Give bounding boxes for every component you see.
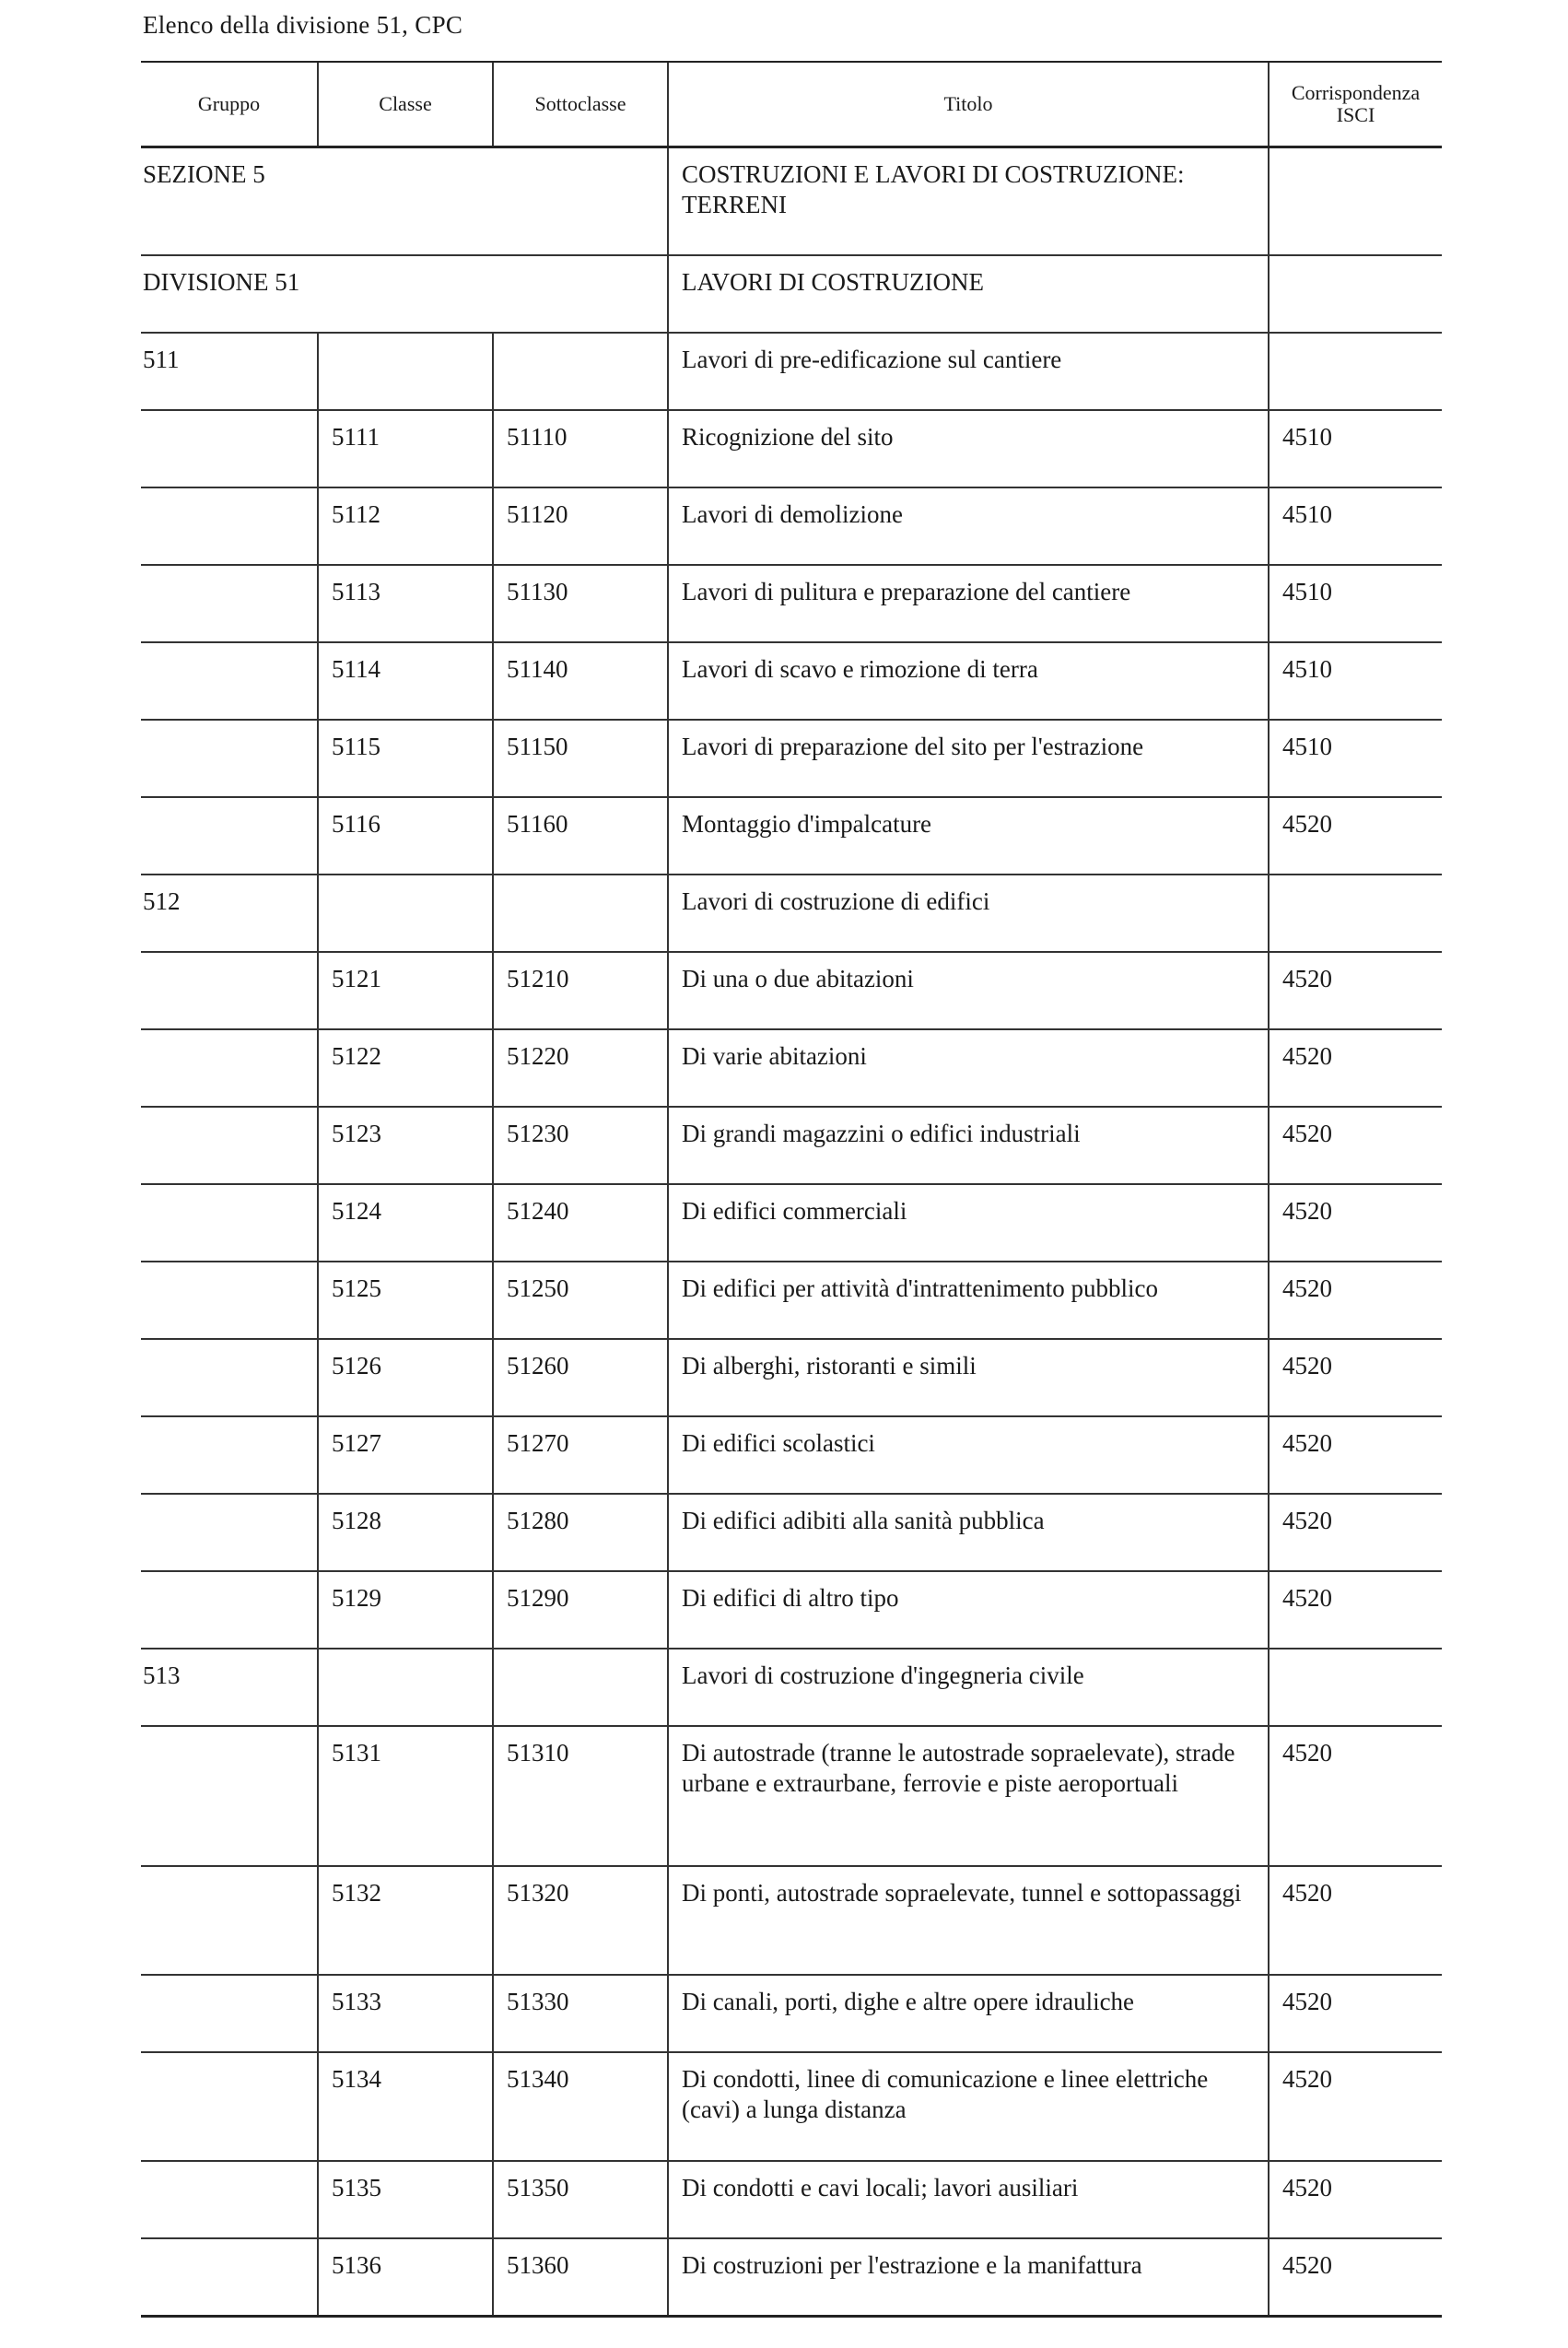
cell-gruppo: 512 — [141, 875, 318, 952]
cell-gruppo — [141, 1975, 318, 2052]
cell-isci: 4510 — [1269, 720, 1442, 797]
sezione-isci — [1269, 147, 1442, 255]
cell-titolo: Lavori di costruzione d'ingegneria civile — [668, 1649, 1269, 1726]
cell-isci: 4520 — [1269, 1726, 1442, 1866]
cell-sottoclasse: 51210 — [493, 952, 668, 1029]
cell-isci — [1269, 875, 1442, 952]
cell-sottoclasse: 51160 — [493, 797, 668, 875]
cell-sottoclasse: 51330 — [493, 1975, 668, 2052]
cell-titolo: Di edifici di altro tipo — [668, 1571, 1269, 1649]
cell-isci: 4520 — [1269, 1029, 1442, 1107]
table-row — [141, 1494, 1442, 1571]
cell-isci: 4520 — [1269, 1975, 1442, 2052]
table-row — [141, 1416, 1442, 1494]
table-row — [141, 565, 1442, 642]
table-row — [141, 2161, 1442, 2238]
table-row — [141, 1866, 1442, 1975]
cell-titolo: Di condotti e cavi locali; lavori ausiliari — [668, 2161, 1269, 2238]
table-row — [141, 797, 1442, 875]
header-isci-line2: ISCI — [1336, 102, 1375, 126]
cell-sottoclasse: 51270 — [493, 1416, 668, 1494]
cell-gruppo — [141, 2238, 318, 2316]
cell-gruppo — [141, 1262, 318, 1339]
cell-titolo: Lavori di preparazione del sito per l'estrazione — [668, 720, 1269, 797]
group-row — [141, 1649, 1442, 1726]
table-row — [141, 720, 1442, 797]
cell-isci: 4510 — [1269, 410, 1442, 487]
cell-isci: 4520 — [1269, 1866, 1442, 1975]
cell-sottoclasse: 51320 — [493, 1866, 668, 1975]
cell-titolo: Lavori di scavo e rimozione di terra — [668, 642, 1269, 720]
divisione-isci — [1269, 255, 1442, 333]
table-row — [141, 1339, 1442, 1416]
cell-gruppo — [141, 565, 318, 642]
cell-classe: 5122 — [318, 1029, 493, 1107]
cell-titolo: Di edifici commerciali — [668, 1184, 1269, 1262]
cell-sottoclasse: 51350 — [493, 2161, 668, 2238]
cell-sottoclasse: 51110 — [493, 410, 668, 487]
cell-gruppo — [141, 1494, 318, 1571]
cell-titolo: Lavori di costruzione di edifici — [668, 875, 1269, 952]
cell-isci: 4520 — [1269, 952, 1442, 1029]
header-classe: Classe — [318, 62, 493, 147]
cell-titolo: Ricognizione del sito — [668, 410, 1269, 487]
cell-classe — [318, 333, 493, 410]
cell-classe: 5111 — [318, 410, 493, 487]
table-row — [141, 1029, 1442, 1107]
cell-classe: 5134 — [318, 2052, 493, 2161]
cell-titolo: Di edifici scolastici — [668, 1416, 1269, 1494]
cell-gruppo — [141, 797, 318, 875]
cell-titolo: Di alberghi, ristoranti e simili — [668, 1339, 1269, 1416]
cell-isci: 4510 — [1269, 642, 1442, 720]
cell-gruppo — [141, 720, 318, 797]
cell-gruppo — [141, 1107, 318, 1184]
cell-sottoclasse: 51130 — [493, 565, 668, 642]
cell-classe: 5128 — [318, 1494, 493, 1571]
header-isci-line1: Corrispondenza — [1291, 80, 1421, 104]
header-sottoclasse: Sottoclasse — [493, 62, 668, 147]
cell-classe: 5132 — [318, 1866, 493, 1975]
cell-isci: 4510 — [1269, 565, 1442, 642]
cell-gruppo — [141, 1726, 318, 1866]
cell-sottoclasse: 51230 — [493, 1107, 668, 1184]
header-titolo: Titolo — [668, 62, 1269, 147]
cell-sottoclasse — [493, 875, 668, 952]
cell-sottoclasse: 51360 — [493, 2238, 668, 2316]
cell-classe: 5123 — [318, 1107, 493, 1184]
sezione-row — [141, 147, 1442, 255]
cell-gruppo — [141, 642, 318, 720]
cell-classe: 5112 — [318, 487, 493, 565]
table-row — [141, 1107, 1442, 1184]
cpc-division-table — [141, 61, 1442, 2318]
cell-gruppo — [141, 1339, 318, 1416]
cell-isci: 4520 — [1269, 797, 1442, 875]
cell-classe: 5126 — [318, 1339, 493, 1416]
cell-isci — [1269, 1649, 1442, 1726]
cell-titolo: Di una o due abitazioni — [668, 952, 1269, 1029]
table-row — [141, 2238, 1442, 2316]
cell-sottoclasse: 51310 — [493, 1726, 668, 1866]
cell-isci: 4520 — [1269, 1339, 1442, 1416]
group-row — [141, 875, 1442, 952]
cell-gruppo — [141, 1029, 318, 1107]
cell-classe: 5131 — [318, 1726, 493, 1866]
cell-gruppo — [141, 952, 318, 1029]
cell-gruppo — [141, 1184, 318, 1262]
cell-gruppo — [141, 2052, 318, 2161]
cell-titolo: Di varie abitazioni — [668, 1029, 1269, 1107]
cell-isci: 4520 — [1269, 1184, 1442, 1262]
cell-classe: 5125 — [318, 1262, 493, 1339]
sezione-label: SEZIONE 5 — [141, 147, 668, 255]
cell-classe: 5127 — [318, 1416, 493, 1494]
table-row — [141, 952, 1442, 1029]
cell-sottoclasse: 51280 — [493, 1494, 668, 1571]
cell-titolo: Lavori di pre-edificazione sul cantiere — [668, 333, 1269, 410]
cell-titolo: Di edifici per attività d'intrattenimento pubblico — [668, 1262, 1269, 1339]
divisione-label: DIVISIONE 51 — [141, 255, 668, 333]
header-gruppo: Gruppo — [141, 62, 318, 147]
cell-titolo: Di condotti, linee di comunicazione e linee elettriche (cavi) a lunga distanza — [668, 2052, 1269, 2161]
cell-isci: 4510 — [1269, 487, 1442, 565]
cell-sottoclasse — [493, 333, 668, 410]
cell-sottoclasse: 51290 — [493, 1571, 668, 1649]
cell-sottoclasse: 51240 — [493, 1184, 668, 1262]
cell-classe: 5116 — [318, 797, 493, 875]
table-row — [141, 410, 1442, 487]
cell-isci: 4520 — [1269, 2238, 1442, 2316]
table-row — [141, 1571, 1442, 1649]
cell-classe: 5121 — [318, 952, 493, 1029]
divisione-title: LAVORI DI COSTRUZIONE — [668, 255, 1269, 333]
cell-gruppo — [141, 1416, 318, 1494]
table-row — [141, 1184, 1442, 1262]
cell-titolo: Di canali, porti, dighe e altre opere idrauliche — [668, 1975, 1269, 2052]
table-row — [141, 2052, 1442, 2161]
cell-titolo: Di autostrade (tranne le autostrade sopraelevate), strade urbane e extraurbane, ferrovie e piste aeroportuali — [668, 1726, 1269, 1866]
cell-classe — [318, 1649, 493, 1726]
cell-titolo: Di edifici adibiti alla sanità pubblica — [668, 1494, 1269, 1571]
cell-titolo: Montaggio d'impalcature — [668, 797, 1269, 875]
cell-sottoclasse: 51150 — [493, 720, 668, 797]
cell-gruppo — [141, 410, 318, 487]
cell-isci: 4520 — [1269, 1571, 1442, 1649]
cell-gruppo: 513 — [141, 1649, 318, 1726]
header-row — [141, 62, 1442, 147]
cell-sottoclasse: 51140 — [493, 642, 668, 720]
cell-isci: 4520 — [1269, 2161, 1442, 2238]
cell-isci: 4520 — [1269, 1107, 1442, 1184]
table-row — [141, 1262, 1442, 1339]
cell-isci — [1269, 333, 1442, 410]
cell-classe: 5135 — [318, 2161, 493, 2238]
table-row — [141, 642, 1442, 720]
cell-classe: 5124 — [318, 1184, 493, 1262]
sezione-title: COSTRUZIONI E LAVORI DI COSTRUZIONE: TERRENI — [668, 147, 1269, 255]
cell-classe: 5136 — [318, 2238, 493, 2316]
cell-gruppo — [141, 487, 318, 565]
cell-isci: 4520 — [1269, 1416, 1442, 1494]
cell-isci: 4520 — [1269, 2052, 1442, 2161]
cell-titolo: Di grandi magazzini o edifici industriali — [668, 1107, 1269, 1184]
cell-classe: 5115 — [318, 720, 493, 797]
cell-sottoclasse: 51220 — [493, 1029, 668, 1107]
cell-sottoclasse: 51340 — [493, 2052, 668, 2161]
cell-titolo: Lavori di demolizione — [668, 487, 1269, 565]
cell-classe: 5129 — [318, 1571, 493, 1649]
cell-gruppo — [141, 2161, 318, 2238]
cell-classe — [318, 875, 493, 952]
cell-classe: 5133 — [318, 1975, 493, 2052]
header-isci — [1269, 62, 1442, 147]
cell-gruppo — [141, 1571, 318, 1649]
cell-gruppo — [141, 1866, 318, 1975]
table-row — [141, 1726, 1442, 1866]
cell-titolo: Di ponti, autostrade sopraelevate, tunnel e sottopassaggi — [668, 1866, 1269, 1975]
divisione-row — [141, 255, 1442, 333]
cell-classe: 5113 — [318, 565, 493, 642]
cell-sottoclasse: 51250 — [493, 1262, 668, 1339]
cell-titolo: Lavori di pulitura e preparazione del cantiere — [668, 565, 1269, 642]
page-caption: Elenco della divisione 51, CPC — [143, 11, 463, 39]
cell-isci: 4520 — [1269, 1262, 1442, 1339]
cell-sottoclasse: 51120 — [493, 487, 668, 565]
group-row — [141, 333, 1442, 410]
cell-titolo: Di costruzioni per l'estrazione e la manifattura — [668, 2238, 1269, 2316]
cell-sottoclasse: 51260 — [493, 1339, 668, 1416]
table-row — [141, 1975, 1442, 2052]
cell-isci: 4520 — [1269, 1494, 1442, 1571]
cell-classe: 5114 — [318, 642, 493, 720]
table-row — [141, 487, 1442, 565]
cell-sottoclasse — [493, 1649, 668, 1726]
cell-gruppo: 511 — [141, 333, 318, 410]
